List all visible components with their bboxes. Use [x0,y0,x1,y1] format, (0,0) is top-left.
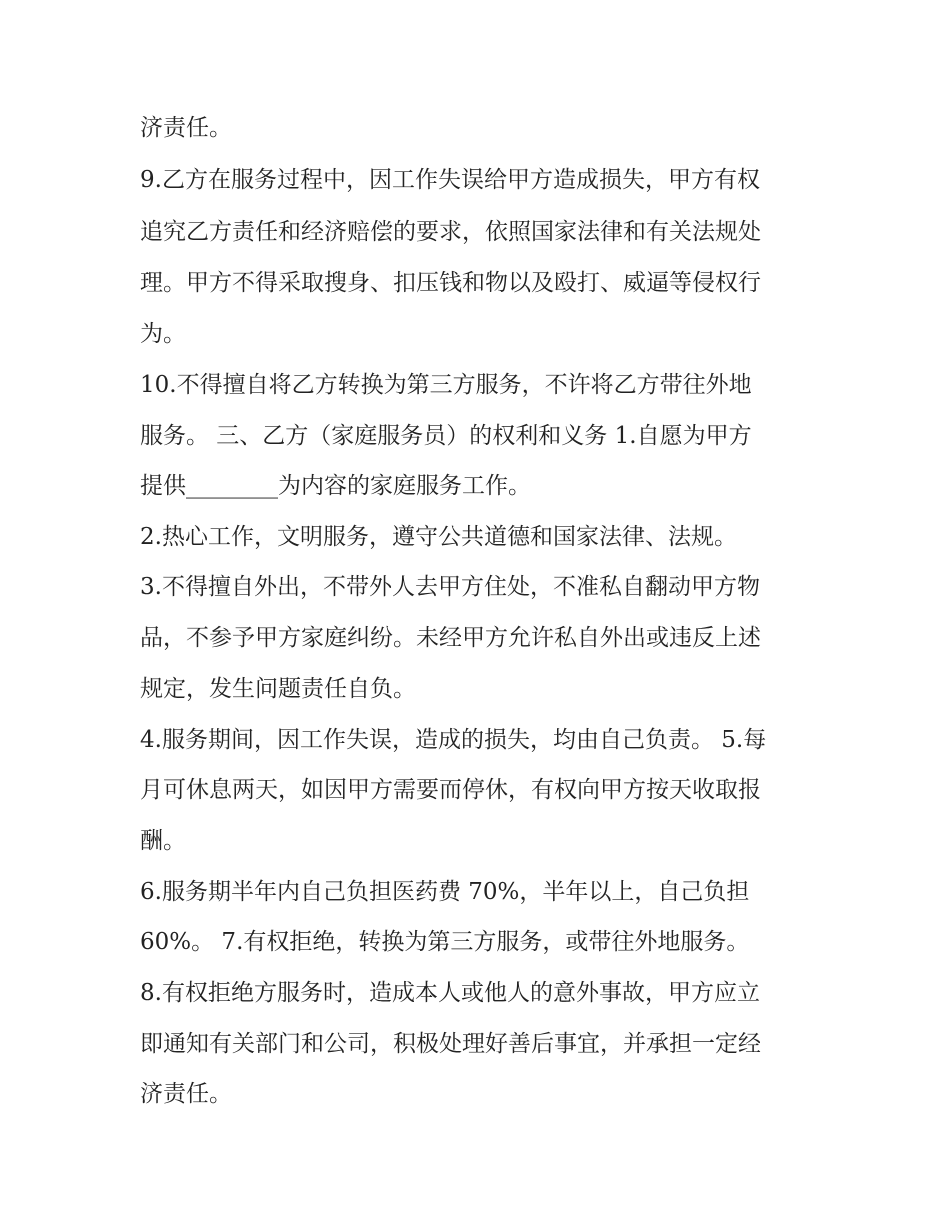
text-line-8: 提供________为内容的家庭服务工作。 [140,473,531,499]
text-line-13: 4.服务期间，因工作失误，造成的损失，均由自己负责。 5.每 [140,727,767,753]
text-line-15: 酬。 [140,828,186,854]
text-line-5: 为。 [140,321,186,347]
text-line-4: 理。甲方不得采取搜身、扣压钱和物以及殴打、威逼等侵权行 [140,270,761,296]
text-line-19: 即通知有关部门和公司，积极处理好善后事宜，并承担一定经 [140,1031,761,1057]
text-line-16: 6.服务期半年内自己负担医药费 70%，半年以上，自己负担 [140,879,750,905]
text-line-7: 服务。 三、乙方（家庭服务员）的权利和义务 1.自愿为甲方 [140,423,752,449]
text-line-6: 10.不得擅自将乙方转换为第三方服务，不许将乙方带往外地 [140,372,752,398]
text-line-18: 8.有权拒绝方服务时，造成本人或他人的意外事故，甲方应立 [140,980,760,1006]
text-line-14: 月可休息两天，如因甲方需要而停休，有权向甲方按天收取报 [140,777,761,803]
text-line-12: 规定，发生问题责任自负。 [140,676,416,702]
text-line-2: 9.乙方在服务过程中，因工作失误给甲方造成损失，甲方有权 [140,167,760,193]
text-line-9: 2.热心工作，文明服务，遵守公共道德和国家法律、法规。 [140,524,737,550]
text-line-1: 济责任。 [140,115,232,141]
text-line-17: 60%。 7.有权拒绝，转换为第三方服务，或带往外地服务。 [140,929,750,955]
text-line-3: 追究乙方责任和经济赔偿的要求，依照国家法律和有关法规处 [140,219,761,245]
text-line-20: 济责任。 [140,1081,232,1107]
text-line-10: 3.不得擅自外出，不带外人去甲方住处，不准私自翻动甲方物 [140,574,760,600]
text-line-11: 品，不参予甲方家庭纠纷。未经甲方允许私自外出或违反上述 [140,625,761,651]
